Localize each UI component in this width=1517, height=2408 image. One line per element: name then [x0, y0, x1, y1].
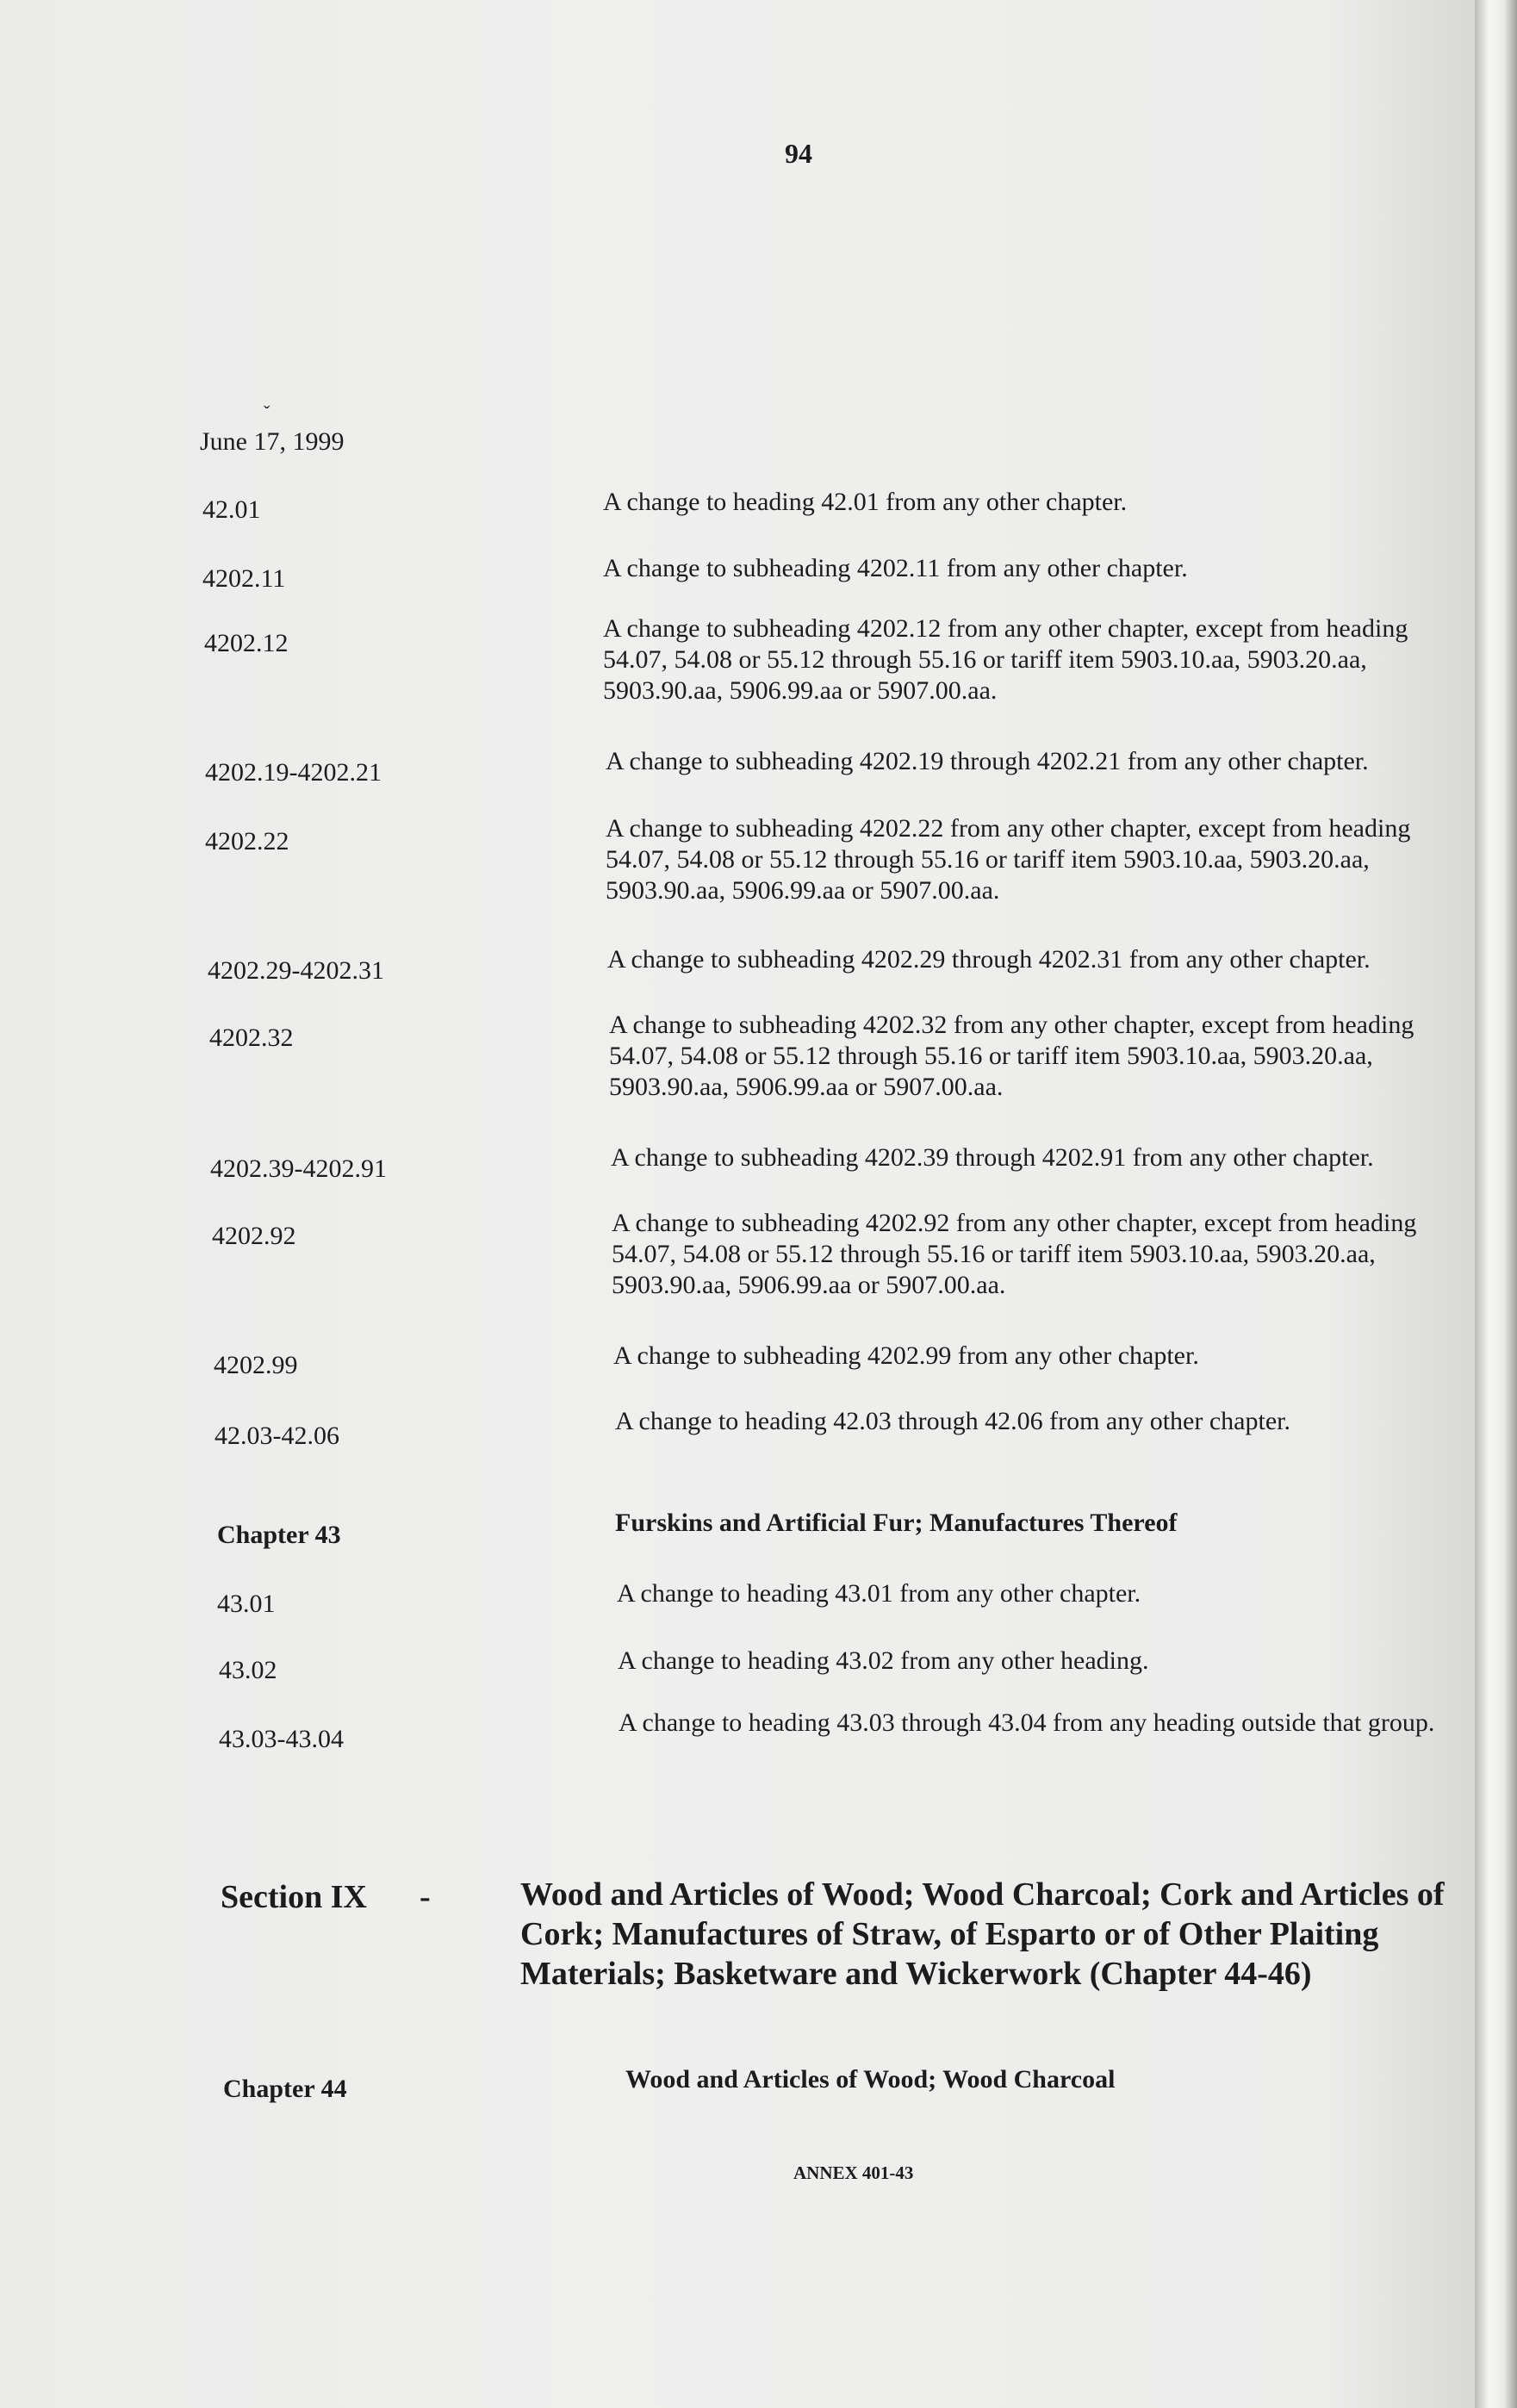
row-code: 4202.12	[204, 629, 289, 657]
document-date: June 17, 1999	[200, 427, 345, 456]
bleed-through-text	[129, 482, 135, 508]
row-code: 43.01	[217, 1590, 276, 1618]
chapter-43-label: Chapter 43	[217, 1521, 341, 1549]
row-rule: A change to subheading 4202.29 through 4202.31 from any other chapter.	[607, 945, 1371, 974]
row-code: 4202.19-4202.21	[205, 758, 382, 787]
row-rule: A change to subheading 4202.32 from any other chapter, except from heading 54.07, 54.08 or 55.12 through 55.16 or tariff item 5903.10.aa, 5903.20.aa, 5903.90.aa, 5906.99.aa or 5907.00.aa.	[609, 1011, 1414, 1101]
book-spine-edge	[1475, 0, 1517, 2408]
row-rule: A change to subheading 4202.22 from any other chapter, except from heading 54.07, 54.08 or 55.12 through 55.16 or tariff item 5903.10.aa, 5903.20.aa, 5903.90.aa, 5906.99.aa or 5907.00.aa.	[606, 814, 1411, 905]
stray-mark: ˇ	[264, 401, 270, 423]
row-code: 42.01	[202, 495, 261, 524]
annex-footer: ANNEX 401-43	[793, 2162, 914, 2183]
row-rule: A change to heading 42.03 through 42.06 from any other chapter.	[615, 1407, 1290, 1435]
section-label: Section IX	[221, 1879, 367, 1915]
row-code: 4202.92	[212, 1222, 296, 1250]
chapter-44-title: Wood and Articles of Wood; Wood Charcoal	[625, 2065, 1116, 2094]
bleed-through-heading	[500, 965, 508, 1005]
row-code: 4202.39-4202.91	[210, 1154, 387, 1183]
row-rule: A change to subheading 4202.12 from any other chapter, except from heading 54.07, 54.08 or 55.12 through 55.16 or tariff item 5903.10.aa, 5903.20.aa, 5903.90.aa, 5906.99.aa or 5907.00.aa.	[603, 614, 1408, 705]
row-code: 4202.11	[202, 564, 286, 593]
row-code: 4202.29-4202.31	[208, 956, 384, 985]
section-title: Wood and Articles of Wood; Wood Charcoal; Cork and Articles of Cork; Manufactures of Straw, of Esparto or of Other Plaiting Materials; Basketware and Wickerwork (Chapter 44-46)	[520, 1876, 1445, 1992]
row-code: 42.03-42.06	[214, 1422, 339, 1450]
row-rule: A change to heading 43.01 from any other chapter.	[617, 1579, 1141, 1608]
row-rule: A change to heading 43.03 through 43.04 from any heading outside that group.	[619, 1708, 1435, 1737]
row-code: 43.03-43.04	[219, 1725, 344, 1753]
row-rule: A change to subheading 4202.19 through 4202.21 from any other chapter.	[606, 747, 1369, 775]
row-code: 4202.32	[209, 1024, 294, 1052]
page-number: 94	[785, 138, 812, 169]
row-code: 43.02	[219, 1656, 277, 1684]
row-rule: A change to heading 42.01 from any other chapter.	[603, 488, 1128, 516]
chapter-44-label: Chapter 44	[223, 2075, 347, 2103]
row-rule: A change to subheading 4202.99 from any other chapter.	[613, 1341, 1199, 1370]
row-rule: A change to subheading 4202.39 through 4202.91 from any other chapter.	[611, 1143, 1374, 1172]
row-code: 4202.22	[205, 827, 289, 856]
row-code: 4202.99	[214, 1351, 298, 1379]
chapter-43-title: Furskins and Artificial Fur; Manufactures Thereof	[615, 1509, 1178, 1537]
row-rule: A change to subheading 4202.11 from any other chapter.	[603, 554, 1188, 582]
row-rule: A change to heading 43.02 from any other heading.	[618, 1646, 1149, 1675]
row-rule: A change to subheading 4202.92 from any other chapter, except from heading 54.07, 54.08 or 55.12 through 55.16 or tariff item 5903.10.aa, 5903.20.aa, 5903.90.aa, 5906.99.aa or 5907.00.aa.	[612, 1209, 1417, 1299]
section-dash: -	[420, 1879, 431, 1915]
